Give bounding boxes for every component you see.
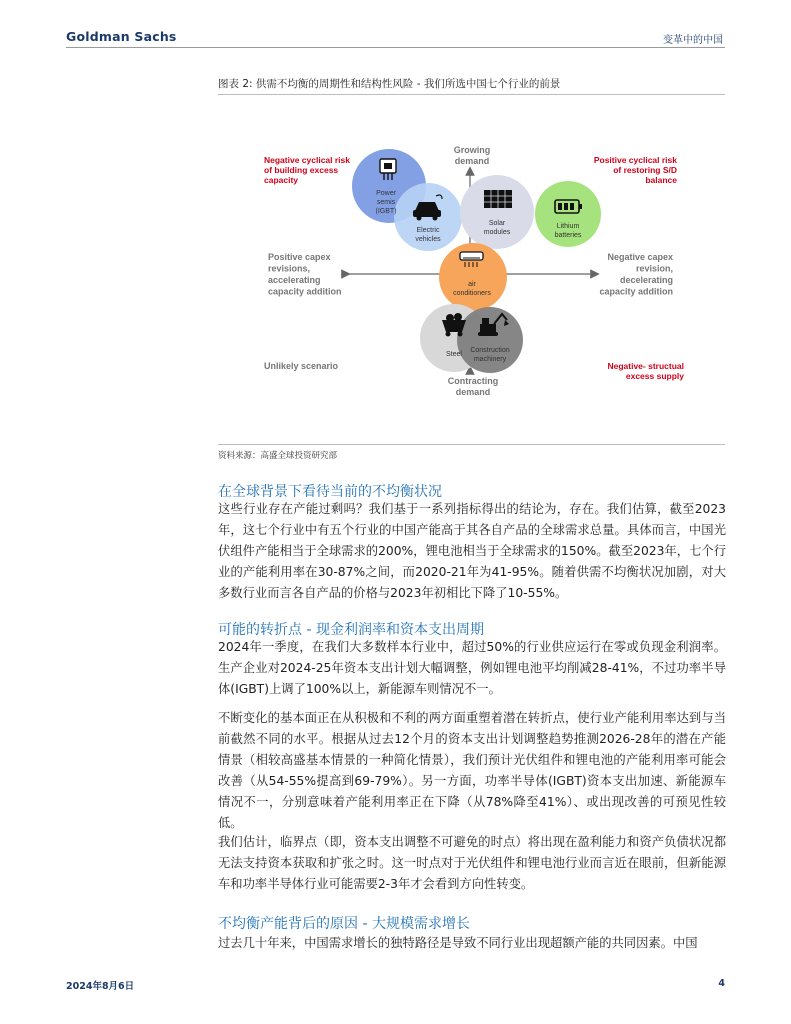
label-construction-machinery: Construction machinery: [470, 347, 510, 363]
section-2-paragraph-3: 我们估计，临界点（即，资本支出调整不可避免的时点）将出现在盈利能力和资产负债状况都无法支持资本获取和扩张之时。这一时点对于光伏组件和锂电池行业而言近在眼前，但新能源车和功率半导体行业可能需要2-3年才会看到方向性转变。: [218, 835, 726, 891]
label-steel: Steel: [446, 351, 462, 358]
section-2-paragraph-1: 2024年一季度，在我们大多数样本行业中，超过50%的行业供应运行在零或负现金利润率。生产企业对2024-25年资本支出计划大幅调整，例如锂电池平均削减28-41%，不过功率半导体(IGBT)上调了100%以上，新能源车则情况不一。: [218, 640, 726, 696]
label-air-conditioners: air conditioners: [453, 281, 491, 297]
figure-source: 资料来源：高盛全球投资研究部: [218, 451, 338, 461]
figure-bottom-rule: [218, 444, 725, 445]
axis-label-bottom: Contracting demand: [447, 376, 499, 397]
node-solar-modules: [460, 175, 534, 249]
brand-logo-text: Goldman Sachs: [66, 29, 177, 44]
figure-title: 图表 2: 供需不均衡的周期性和结构性风险 - 我们所选中国七个行业的前景: [218, 78, 561, 90]
quadrant-label-top-left: Negative cyclical risk of building excess capacity: [264, 155, 351, 185]
report-section-title: 变革中的中国: [663, 35, 723, 46]
quadrant-label-bottom-left: Unlikely scenario: [264, 361, 339, 371]
section-heading-3: 不均衡产能背后的原因 - 大规模需求增长: [218, 916, 470, 932]
label-lithium-batteries: Lithium batteries: [554, 223, 582, 239]
section-heading-2: 可能的转折点 - 现金利润率和资本支出周期: [218, 622, 484, 638]
capacity-risk-diagram: [258, 138, 698, 406]
section-2-paragraph-2: 不断变化的基本面正在从积极和不利的两方面重塑着潜在转折点，使行业产能利用率达到与当前截然不同的水平。根据从过去12个月的资本支出计划调整趋势推测2026-28年的潜在产能情景（相较高盛基本情景的一种简化情景），我们预计光伏组件和锂电池的产能利用率可能会改善（从54-55%提高到69-79%）。另一方面，功率半导体(IGBT)资本支出加速、新能源车情况不一，分别意味着产能利用率正在下降（从78%降至41%）、或出现改善的可预见性较低。: [218, 711, 726, 830]
quadrant-label-bottom-right: Negative- structual excess supply: [607, 361, 684, 381]
figure-top-rule: [218, 94, 725, 95]
axis-label-left: Positive capex revisions, accelerating capacity addition: [268, 252, 342, 297]
quadrant-label-top-right: Positive cyclical risk of restoring S/D balance: [593, 155, 677, 185]
section-3-paragraph-1: 过去几十年来，中国需求增长的独特路径是导致不同行业出现超额产能的共同因素。中国: [218, 936, 698, 950]
node-construction-machinery: [457, 307, 523, 373]
header-divider: [66, 47, 725, 48]
section-heading-1: 在全球背景下看待当前的不均衡状况: [218, 484, 442, 500]
axis-label-top: Growing demand: [453, 145, 491, 166]
section-1-paragraph-1: 这些行业存在产能过剩吗？我们基于一系列指标得出的结论为，存在。我们估算，截至2023年，这七个行业中有五个行业的中国产能高于其各自产品的全球需求总量。具体而言，中国光伏组件产能相当于全球需求的200%，锂电池相当于全球需求的150%。截至2023年，七个行业的产能利用率在30-87%之间，而2020-21年为41-95%。随着供需不均衡状况加剧，对大多数行业而言各自产品的价格与2023年初相比下降了10-55%。: [218, 502, 726, 600]
solar-panel-icon: [484, 190, 512, 208]
label-solar-modules: Solar modules: [483, 220, 511, 236]
footer-date: 2024年8月6日: [66, 981, 135, 992]
page-number: 4: [718, 978, 725, 989]
axis-label-right: Negative capex revision, decelerating capacity addition: [599, 252, 673, 297]
label-electric-vehicles: Electric vehicles: [415, 227, 441, 243]
label-power-semis: Power semis (IGBT): [375, 190, 397, 215]
